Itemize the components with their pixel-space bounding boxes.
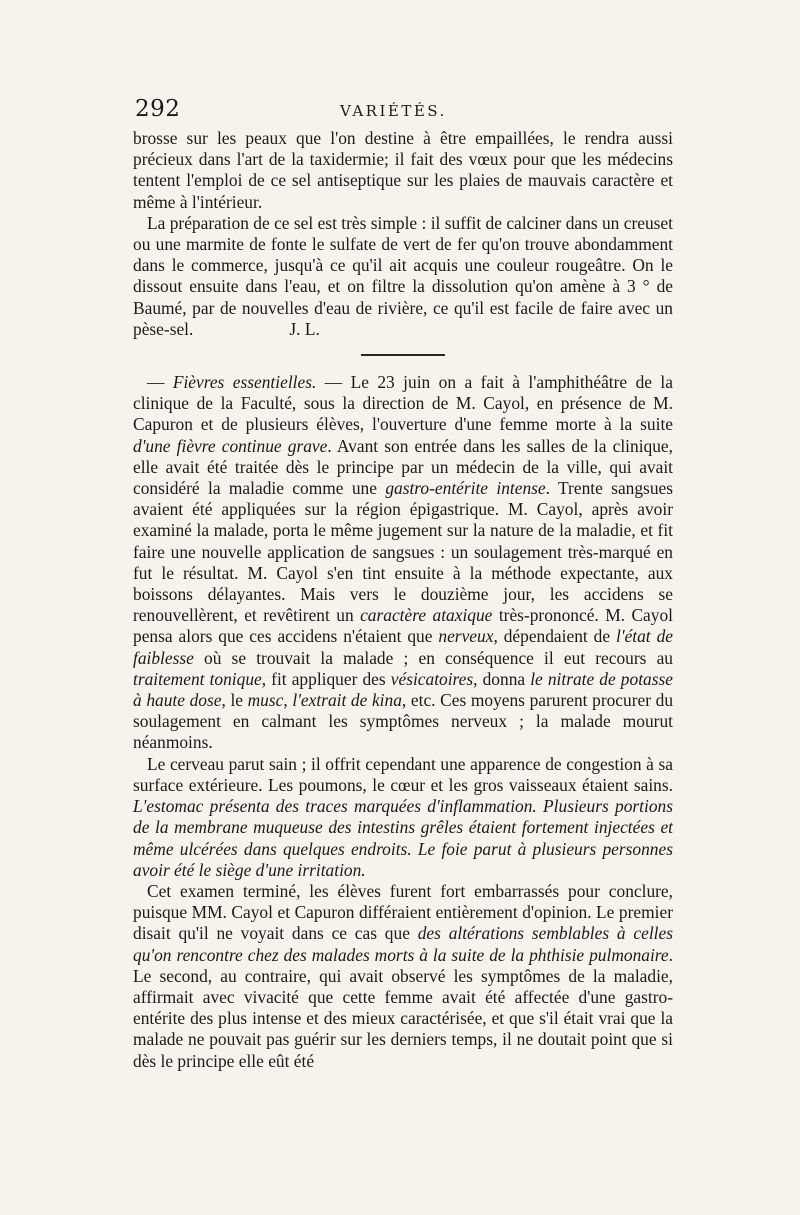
italic-run: caractère ataxique bbox=[360, 605, 493, 626]
paragraph-1: brosse sur les peaux que l'on destine à être empaillées, le rendra aussi précieux dans l'art de la taxidermie; il fait des vœux pour que les médecins tentent l'emploi de ce sel antiseptique sur les plaies de mauvais caractère et même à l'intérieur. bbox=[133, 128, 673, 212]
paragraph-2-text: La préparation de ce sel est très simple : il suffit de calciner dans un creuset ou une marmite de fonte le sulfate de vert de fer qu'on trouve abondamment dans le commerce, jusqu'à ce qu'il ait acquis une couleur rougeâtre. On le dissout ensuite dans l'eau, et on filtre la dissolution qu'on amène à 3 ° de Baumé, par de nouvelles d'eau de rivière, ce qu'il est facile de faire avec un pèse-sel. bbox=[133, 212, 673, 339]
text-run: . Le second, au contraire, qui avait observé les symptômes de la maladie, affirmait avec vivacité que cette femme avait été affectée d'une gastro-entérite des plus intense et des mieux caractérisée, et que s'il était vrai que la malade ne pouvait pas guérir sur les derniers temps, il ne doutait point que si dès le principe elle eût été bbox=[133, 944, 673, 1071]
text-run: Le cerveau parut sain ; il offrit cependant une apparence de congestion à sa surface extérieure. Les poumons, le cœur et les gros vaisseaux étaient sains. bbox=[133, 753, 673, 795]
page-number: 292 bbox=[135, 96, 181, 122]
text-run: . Avant son entrée dans les salles de la clinique, elle avait été traitée dès le principe par un médecin de la ville, qui avait considéré la maladie comme une bbox=[133, 435, 673, 499]
section-title: Fièvres essentielles. bbox=[172, 372, 317, 393]
running-head: VARIÉTÉS. bbox=[340, 102, 447, 120]
italic-run: musc bbox=[247, 690, 284, 711]
text-run: , dépendaient de bbox=[493, 626, 617, 647]
text-run: , le bbox=[221, 690, 248, 711]
italic-run: vésicatoires bbox=[390, 668, 474, 689]
italic-run: l'état de faiblesse bbox=[133, 626, 673, 668]
paragraph-4 bbox=[133, 754, 673, 881]
italic-run: le nitrate de potasse à haute dose bbox=[133, 668, 673, 711]
text-run: Cet examen terminé, les élèves furent fort embarrassés pour conclure, puisque MM. Cayol et Capuron différaient entièrement d'opinion. Le premier disait qu'il ne voyait dans ce cas que bbox=[133, 880, 673, 944]
italic-run: traitement tonique bbox=[133, 668, 262, 689]
text-run: très-prononcé. M. Cayol pensa alors que ces accidens n'étaient que bbox=[133, 605, 673, 647]
paragraph-3 bbox=[133, 372, 673, 754]
italic-run: d'une fièvre continue grave bbox=[133, 435, 328, 456]
section-divider bbox=[361, 354, 445, 356]
text-run: — Le 23 juin on a fait à l'amphithéâtre de la clinique de la Faculté, sous la direction de M. Cayol, en présence de M. Capuron et de plusieurs élèves, l'ouverture d'une femme morte à la suite bbox=[133, 372, 673, 435]
italic-run: gastro-entérite intense bbox=[385, 478, 546, 499]
italic-run: des altérations semblables à celles qu'on rencontre chez des malades morts à la suite de la phthisie pulmonaire bbox=[133, 923, 673, 965]
italic-run: L'estomac présenta des traces marquées d'inflammation. Plusieurs portions de la membrane muqueuse des intestins grêles étaient fortement injectées et même ulcérées dans quelques endroits. Le foie parut à plusieurs personnes avoir été le siège d'une irritation. bbox=[133, 796, 673, 880]
text-run: . Trente sangsues avaient été appliquées sur la région épigastrique. M. Cayol, après avoir examiné la malade, porta le même jugement sur la nature de la maladie, et fit faire une nouvelle application de sangsues : un soulagement très-marqué en fut le résultat. M. Cayol s'en tint ensuite à la méthode expectante, aux boissons délayantes. Mais vers le douzième jour, les accidens se renouvellèrent, et revêtirent un bbox=[133, 478, 673, 626]
dash: — bbox=[147, 372, 173, 393]
italic-run: l'extrait de kina bbox=[292, 690, 402, 711]
paragraph-5 bbox=[133, 881, 673, 1072]
text-run: , etc. Ces moyens parurent procurer du soulagement en calmant les symptômes nerveux ; la malade mourut néanmoins. bbox=[133, 690, 674, 753]
text-run: , fit appliquer des bbox=[261, 668, 391, 689]
italic-run: nerveux bbox=[438, 626, 494, 647]
author-signature: J. L. bbox=[289, 318, 320, 339]
page-header bbox=[135, 96, 670, 126]
text-run: où se trouvait la malade ; en conséquence il eut recours au bbox=[193, 647, 673, 668]
text-run: , donna bbox=[473, 668, 531, 689]
paragraph-2 bbox=[133, 213, 673, 340]
body-text bbox=[133, 128, 673, 1072]
text-run: , bbox=[283, 690, 293, 711]
